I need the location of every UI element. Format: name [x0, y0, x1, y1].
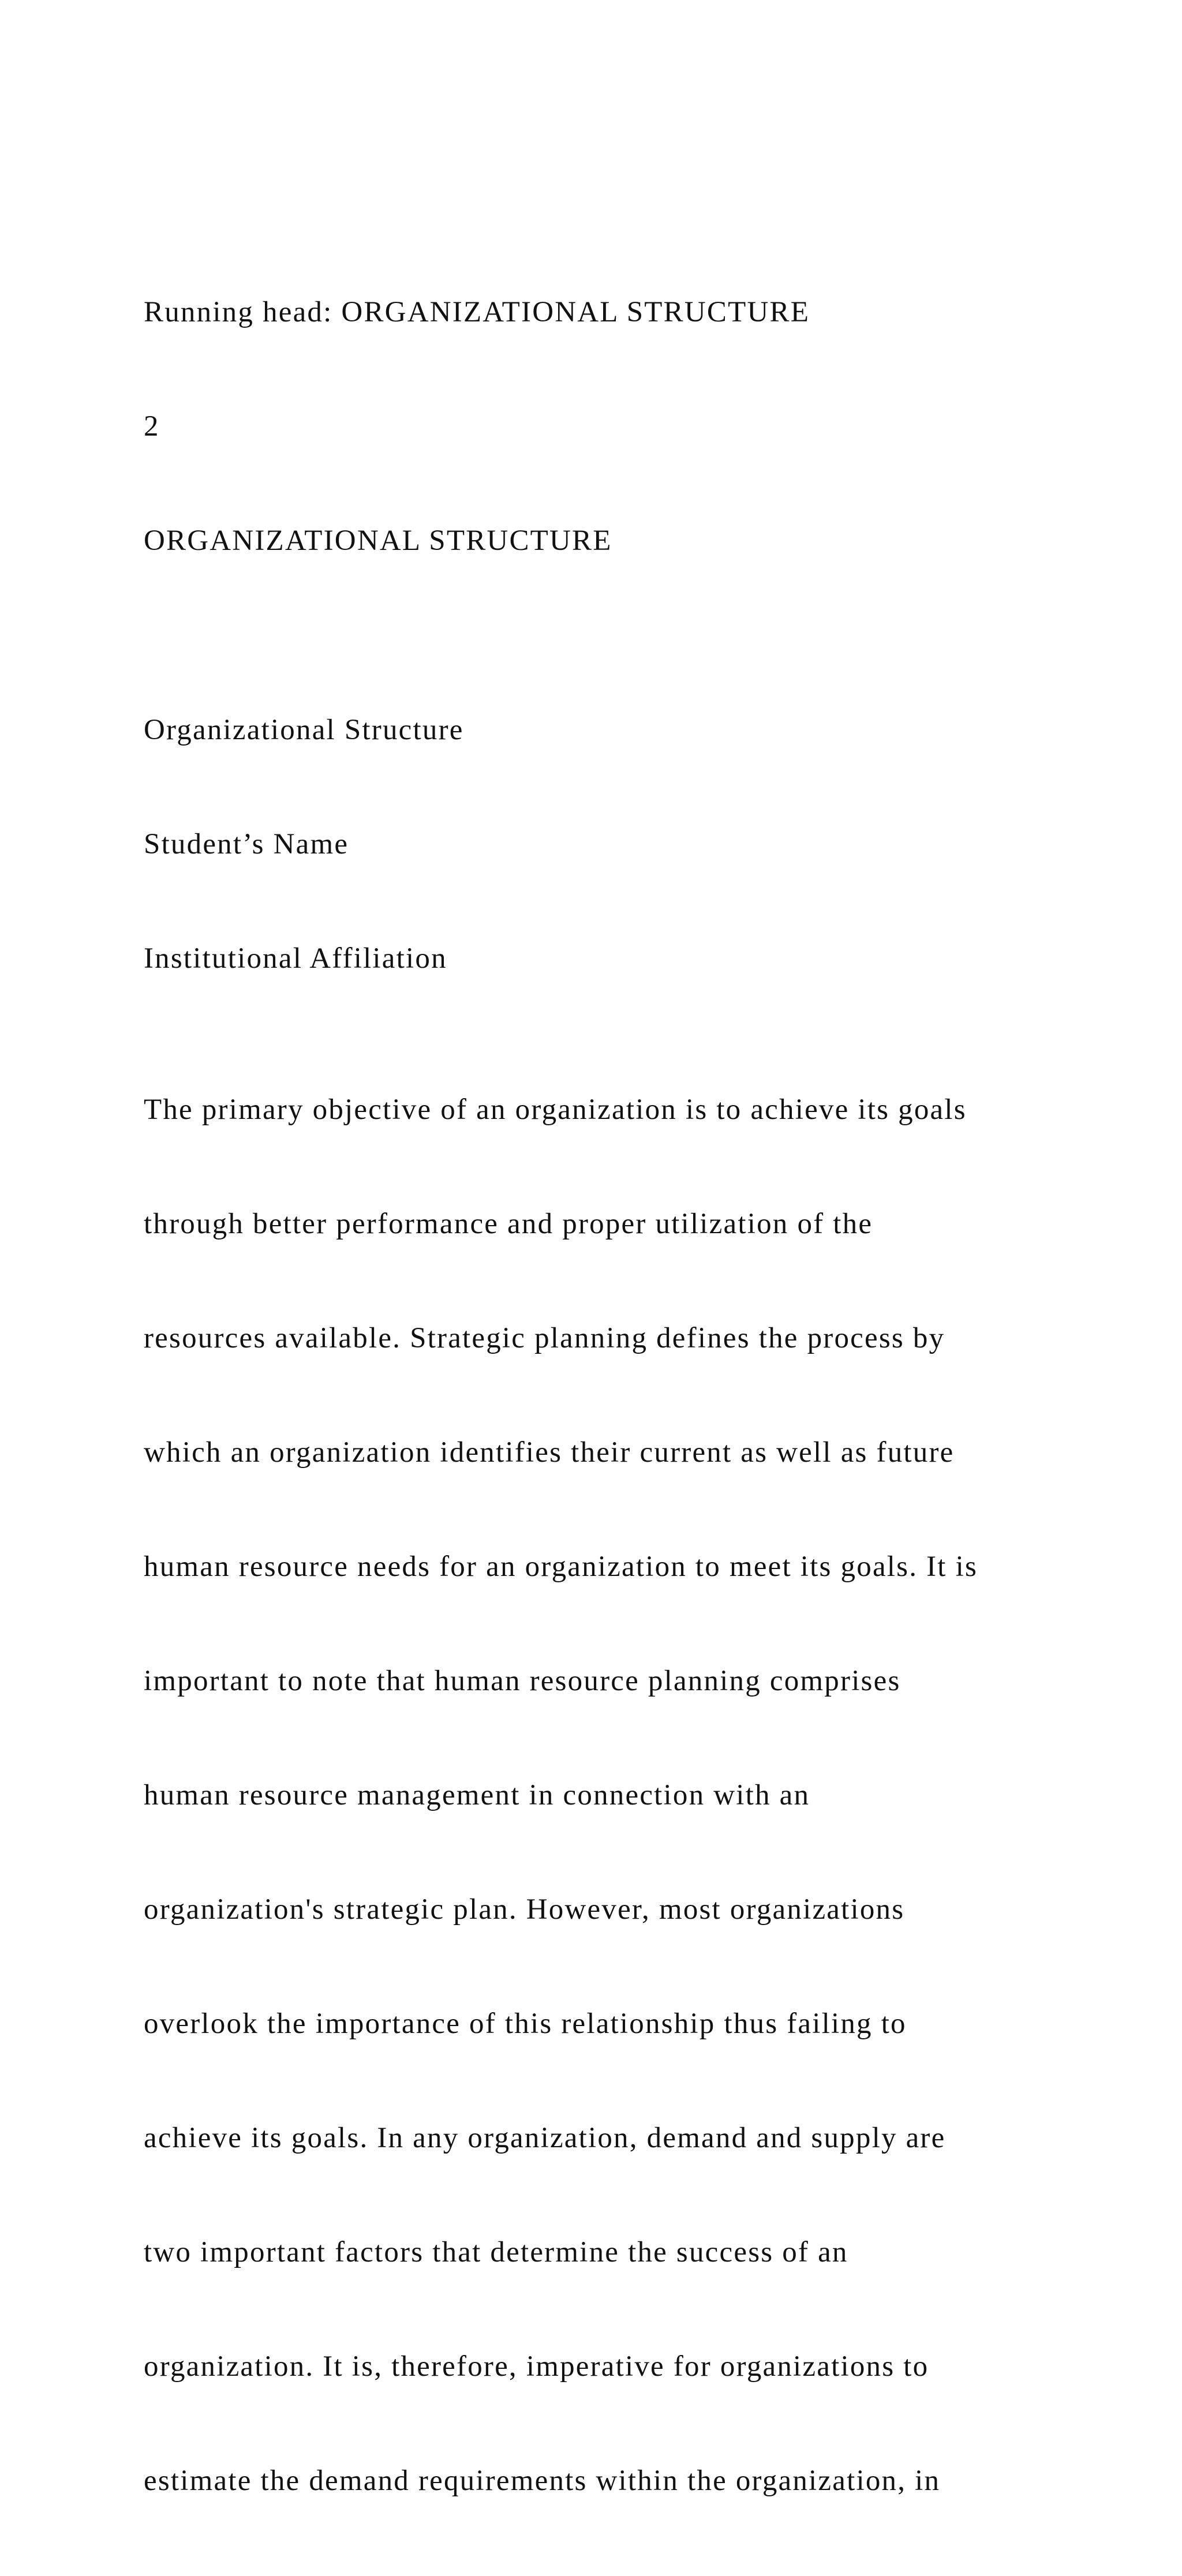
- body-line: resources available. Strategic planning defines the process by: [144, 1322, 945, 1354]
- body-line: The primary objective of an organization is to achieve its goals: [144, 1094, 967, 1126]
- body-line: overlook the importance of this relationship thus failing to: [144, 2008, 907, 2040]
- body-line: estimate the demand requirements within the organization, in: [144, 2465, 941, 2497]
- running-head: Running head: ORGANIZATIONAL STRUCTURE: [144, 296, 810, 328]
- body-line: two important factors that determine the success of an: [144, 2236, 848, 2268]
- page-number: 2: [144, 410, 160, 443]
- student-name: Student’s Name: [144, 828, 349, 860]
- body-line: through better performance and proper utilization of the: [144, 1208, 873, 1240]
- body-line: organization. It is, therefore, imperative for organizations to: [144, 2350, 929, 2383]
- body-paragraph: [144, 1014, 978, 2576]
- body-line: human resource management in connection with an: [144, 1779, 810, 1811]
- running-head-block: [144, 217, 810, 636]
- body-line: organization's strategic plan. However, most organizations: [144, 1893, 905, 1926]
- body-line: achieve its goals. In any organization, demand and supply are: [144, 2122, 946, 2154]
- body-line: human resource needs for an organization to meet its goals. It is: [144, 1551, 978, 1583]
- title-block: [144, 635, 464, 1054]
- short-title: ORGANIZATIONAL STRUCTURE: [144, 525, 612, 557]
- paper-title: Organizational Structure: [144, 714, 464, 746]
- body-line: which an organization identifies their current as well as future: [144, 1436, 955, 1469]
- institutional-affiliation: Institutional Affiliation: [144, 942, 447, 975]
- body-line: important to note that human resource planning comprises: [144, 1665, 901, 1697]
